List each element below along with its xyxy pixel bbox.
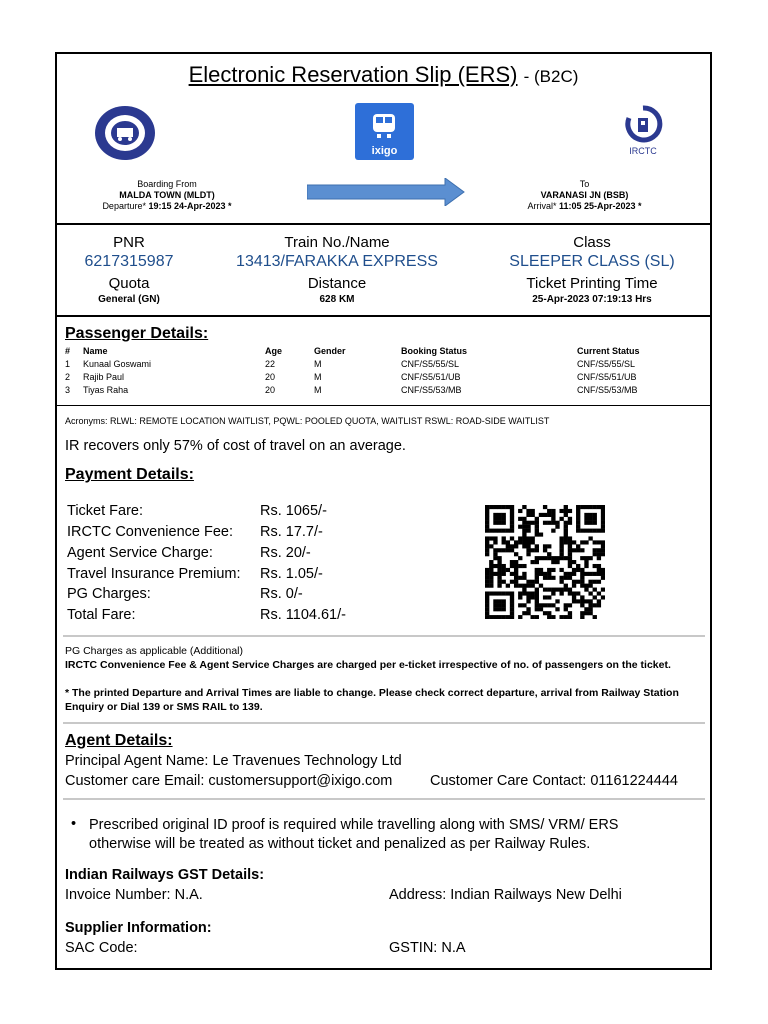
invoice-number: Invoice Number: N.A. xyxy=(65,887,203,903)
list-item: Agent Service Charge: xyxy=(67,545,213,561)
fee-note: IRCTC Convenience Fee & Agent Service Charges are charged per e-ticket irrespective of no. of passengers on the ticket. xyxy=(65,659,671,671)
ers-ticket xyxy=(55,52,712,970)
divider xyxy=(63,722,705,724)
supplier-heading: Supplier Information: xyxy=(65,920,212,936)
arrival-line: Arrival* 11:05 25-Apr-2023 * xyxy=(527,201,642,211)
list-item: Rs. 17.7/- xyxy=(260,524,323,540)
title-main: Electronic Reservation Slip (ERS) xyxy=(188,62,518,87)
train-label: Train No./Name xyxy=(284,234,390,251)
table-row: 3 Tiyas Raha 20 M CNF/S5/53/MB CNF/S5/53/MB xyxy=(65,385,638,395)
col-number: # xyxy=(65,346,71,356)
pnr-value: 6217315987 xyxy=(84,253,174,270)
col-current-status: Current Status xyxy=(577,346,640,356)
boarding-station: MALDA TOWN (MLDT) xyxy=(119,190,215,200)
list-item: Rs. 0/- xyxy=(260,586,303,602)
times-note: * The printed Departure and Arrival Times are liable to change. Please check correct departure, arrival from Railway Station Enquiry or Dial 139 or SMS RAIL to 139. xyxy=(65,687,679,713)
divider xyxy=(63,635,705,637)
divider xyxy=(57,405,710,406)
customer-care-contact: Customer Care Contact: 01161224444 xyxy=(430,773,678,789)
list-item: PG Charges: xyxy=(67,586,151,602)
departure-value: 19:15 24-Apr-2023 * xyxy=(148,201,232,211)
ticket-title xyxy=(57,62,710,88)
pnr-label: PNR xyxy=(113,234,145,251)
pg-note: PG Charges as applicable (Additional) xyxy=(65,645,244,657)
class-label: Class xyxy=(573,234,611,251)
gstin: GSTIN: N.A xyxy=(389,940,466,956)
list-item: Rs. 20/- xyxy=(260,545,311,561)
col-name: Name xyxy=(83,346,108,356)
distance-label: Distance xyxy=(307,275,367,292)
col-booking-status: Booking Status xyxy=(401,346,468,356)
id-proof-text: Prescribed original ID proof is required while travelling along with SMS/ VRM/ ERS otherwise will be treated as without ticket and penalized as per Railway Rules. xyxy=(89,817,619,852)
print-time-label: Ticket Printing Time xyxy=(526,275,658,292)
sac-code: SAC Code: xyxy=(65,940,138,956)
indian-railways-logo-icon xyxy=(93,104,157,162)
quota-label: Quota xyxy=(108,275,150,292)
table-row: 2 Rajib Paul 20 M CNF/S5/51/UB CNF/S5/51/UB xyxy=(65,372,637,382)
list-item: IRCTC Convenience Fee: xyxy=(67,524,234,540)
train-value: 13413/FARAKKA EXPRESS xyxy=(236,253,438,270)
list-item: Total Fare: xyxy=(67,607,136,623)
destination-block xyxy=(507,179,662,212)
ir-recovers-text: IR recovers only 57% of cost of travel on an average. xyxy=(65,438,406,454)
arrival-value: 11:05 25-Apr-2023 * xyxy=(558,201,642,211)
boarding-from-block xyxy=(77,179,257,212)
list-item: Rs. 1.05/- xyxy=(260,566,323,582)
irctc-logo-icon xyxy=(621,104,665,162)
customer-care-email: Customer care Email: customersupport@ixigo.com xyxy=(65,773,393,789)
class-value: SLEEPER CLASS (SL) xyxy=(509,253,675,270)
gst-heading: Indian Railways GST Details: xyxy=(65,867,265,883)
title-suffix: - (B2C) xyxy=(523,67,579,86)
print-time-value: 25-Apr-2023 07:19:13 Hrs xyxy=(532,294,652,305)
departure-line: Departure* 19:15 24-Apr-2023 * xyxy=(102,201,232,211)
journey-arrow-icon xyxy=(307,178,465,206)
col-age: Age xyxy=(265,346,283,356)
qr-code-icon xyxy=(485,505,605,619)
acronyms-text: Acronyms: RLWL: REMOTE LOCATION WAITLIST, PQWL: POOLED QUOTA, WAITLIST RSWL: ROAD-SIDE WAITLIST xyxy=(65,416,550,426)
list-item: Travel Insurance Premium: xyxy=(67,566,241,582)
passenger-table-header xyxy=(65,346,687,359)
ixigo-logo-icon xyxy=(355,103,414,160)
to-label: To xyxy=(579,179,590,189)
agent-heading: Agent Details: xyxy=(65,732,173,749)
payment-heading: Payment Details: xyxy=(65,466,194,483)
divider xyxy=(57,223,710,225)
gst-address: Address: Indian Railways New Delhi xyxy=(389,887,622,903)
distance-value: 628 KM xyxy=(319,294,355,305)
list-item: Rs. 1065/- xyxy=(260,503,327,519)
quota-value: General (GN) xyxy=(98,294,160,305)
list-item: Ticket Fare: xyxy=(67,503,144,519)
divider xyxy=(63,798,705,800)
destination-station: VARANASI JN (BSB) xyxy=(540,190,629,200)
list-item: Rs. 1104.61/- xyxy=(260,607,346,623)
table-row: 1 Kunaal Goswami 22 M CNF/S5/55/SL CNF/S5/55/SL xyxy=(65,359,636,369)
irctc-label: IRCTC xyxy=(629,146,657,156)
col-gender: Gender xyxy=(314,346,346,356)
passenger-heading: Passenger Details: xyxy=(65,325,209,342)
ixigo-label: ixigo xyxy=(371,145,398,157)
principal-agent: Principal Agent Name: Le Travenues Technology Ltd xyxy=(65,753,402,769)
passenger-section xyxy=(57,316,710,406)
boarding-from-label: Boarding From xyxy=(137,179,197,189)
passenger-table xyxy=(65,346,687,398)
bullet-icon: • xyxy=(71,816,77,832)
